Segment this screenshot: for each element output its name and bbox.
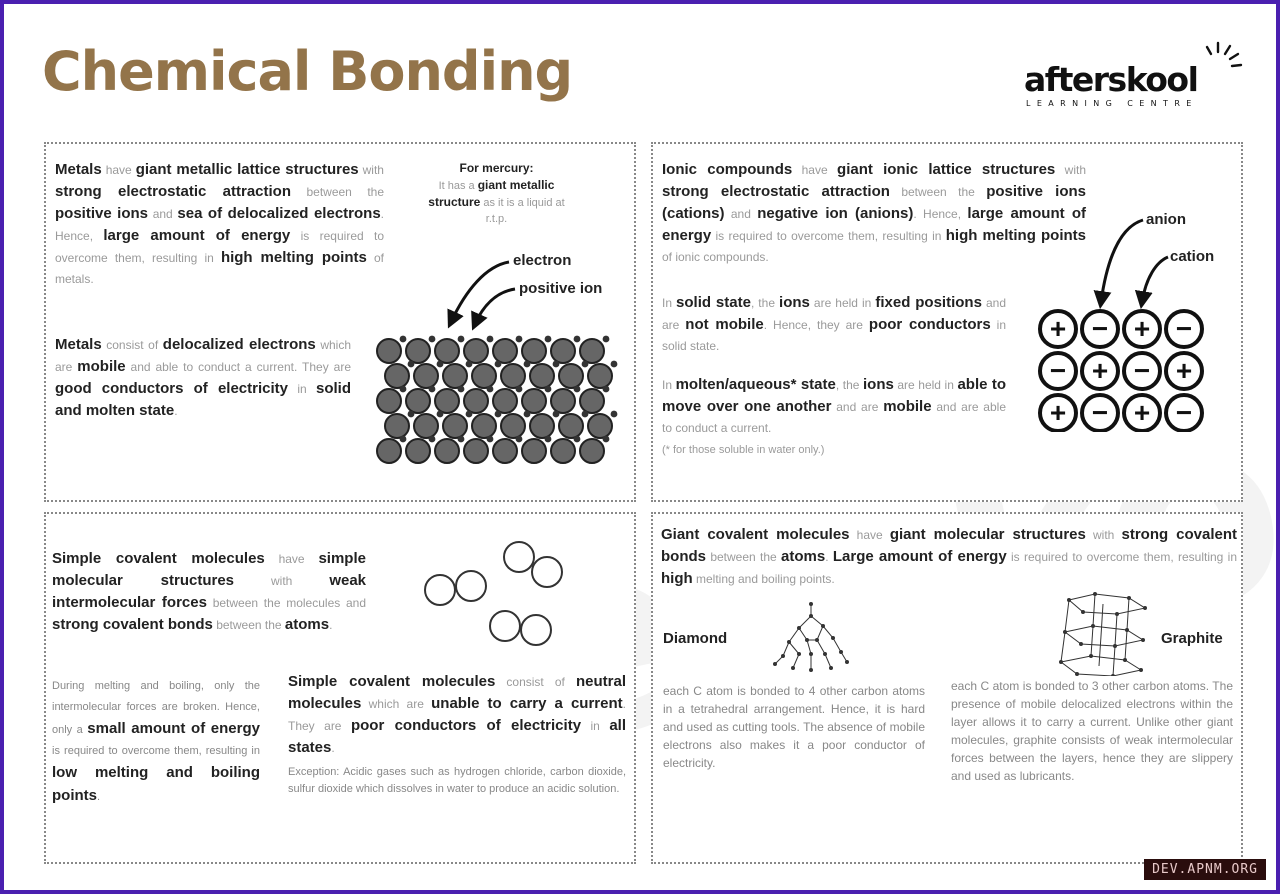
text-span: unable to carry a current [431, 695, 623, 712]
text-span: and are able to conduct a current. [662, 400, 1006, 435]
text-span: and [724, 207, 758, 221]
text-span: low melting and boiling points [52, 764, 260, 804]
electron [582, 361, 589, 368]
positive-ion [551, 439, 575, 463]
label-anion: anion [1146, 211, 1186, 228]
text-span: , the [835, 378, 863, 392]
text-span: poor conductors [868, 316, 991, 333]
ionic-lattice-diagram [1028, 202, 1233, 432]
text-span: have [792, 163, 838, 177]
text-span: In [662, 296, 677, 310]
simple-exception: Exception: Acidic gases such as hydrogen chloride, carbon dioxide, sulfur dioxide which dissolves in water to produce an acidic solution. [288, 766, 626, 795]
text-span: in [288, 382, 316, 396]
text-span: positive ions [55, 205, 149, 222]
text-span: and able to conduct a current. They are [125, 360, 351, 374]
giant-covalent-panel [651, 512, 1243, 864]
text-span: ions [779, 294, 810, 311]
text-span: strong covalent bonds [661, 526, 1237, 565]
text-span: . They are [288, 697, 626, 733]
electron [487, 436, 494, 443]
electron [516, 386, 523, 393]
metals-paragraph-conduction [55, 334, 351, 422]
positive-ion [493, 439, 517, 463]
text-span: . Hence, they are [763, 318, 869, 332]
electron [516, 436, 523, 443]
text-span: molten/aqueous* state [675, 376, 836, 393]
text-span: with [1085, 528, 1122, 542]
positive-ion [464, 439, 488, 463]
giant-paragraph-structure [661, 524, 1237, 590]
positive-ion [377, 339, 401, 363]
ionic-paragraph-solid [662, 292, 1006, 357]
text-span: high melting points [220, 249, 367, 266]
positive-ion [522, 439, 546, 463]
text-span: solid and molten state [55, 380, 351, 419]
text-span: sea of delocalized electrons [177, 205, 381, 222]
positive-ion [588, 364, 612, 388]
positive-ion [443, 364, 467, 388]
positive-ion [559, 414, 583, 438]
cation-sign: + [1091, 355, 1109, 386]
diamond-structure-diagram [771, 598, 851, 678]
text-span: , the [750, 296, 780, 310]
text-span: . [825, 550, 833, 564]
anion-sign: − [1133, 355, 1151, 386]
simple-paragraph-conduction [288, 671, 626, 759]
text-span: Simple covalent molecules [288, 673, 496, 690]
diamond-description: each C atom is bonded to 4 other carbon atoms in a tetrahedral arrangement. Hence, it is hard and used as cutting tools. The absence of mobile electrons also makes it a poor conductor of electricity. [663, 684, 925, 770]
text-span: positive ions (cations) [662, 183, 1087, 222]
atom [425, 575, 455, 605]
text-span: solid state [676, 294, 751, 311]
simple-molecules-diagram [416, 534, 576, 654]
text-span: . Hence, [913, 207, 968, 221]
graphite-label: Graphite [1161, 630, 1223, 647]
text-span: giant ionic lattice structures [837, 161, 1056, 178]
logo-subtitle: LEARNING CENTRE [1026, 99, 1198, 108]
atom [504, 542, 534, 572]
text-span: able to move over one another [662, 376, 1007, 415]
text-span: is required to overcome them, resulting in [1006, 550, 1237, 564]
text-span: poor conductors of electricity [350, 717, 582, 734]
positive-ion [530, 414, 554, 438]
mercury-note [424, 160, 569, 227]
positive-ion [530, 364, 554, 388]
label-cation: cation [1170, 248, 1215, 265]
graphite-description: each C atom is bonded to 3 other carbon atoms. The presence of mobile delocalized electrons within the layer allows it to carry a current. Unlike other giant molecules, graphite consists of weak intermolecular forces between the layers, hence they are slippery and used as lubricants. [951, 679, 1233, 783]
text-span: have [849, 528, 890, 542]
text-span: . [329, 618, 333, 632]
atom [456, 571, 486, 601]
electron [458, 386, 465, 393]
text-span: with [358, 163, 384, 177]
text-span: between the [291, 185, 384, 199]
arrow-positive-ion [475, 289, 515, 324]
text-span: Metals [55, 336, 102, 353]
text-span: of metals. [55, 251, 385, 286]
simple-covalent-panel [44, 512, 636, 864]
electron [524, 411, 531, 418]
text-span: high [661, 570, 693, 587]
text-span: mobile [883, 398, 932, 415]
text-span: Ionic compounds [662, 161, 793, 178]
text-span: simple molecular structures [52, 550, 366, 589]
cation-sign: + [1049, 313, 1067, 344]
logo-word: afterskool [1024, 60, 1198, 99]
cation-sign: + [1175, 355, 1193, 386]
cation-sign: + [1133, 397, 1151, 428]
text-span: giant metallic lattice structures [135, 161, 359, 178]
text-span: in [581, 719, 610, 733]
electron [429, 436, 436, 443]
atom [532, 557, 562, 587]
positive-ion [406, 439, 430, 463]
electron [400, 386, 407, 393]
text-span: are held in [893, 378, 958, 392]
text-span: high melting points [945, 227, 1086, 244]
text-span: Metals [55, 161, 102, 178]
arrow-anion [1101, 220, 1143, 302]
text-span: mobile [77, 358, 126, 375]
simple-paragraph-structure [52, 548, 366, 636]
text-span: have [264, 552, 319, 566]
electron [545, 386, 552, 393]
positive-ion [377, 389, 401, 413]
text-span: strong electrostatic attraction [662, 183, 890, 200]
ionic-paragraph-molten [662, 374, 1006, 461]
electron [400, 336, 407, 343]
positive-ion [406, 389, 430, 413]
diamond-label: Diamond [663, 630, 728, 647]
cation-sign: + [1133, 313, 1151, 344]
text-span: are held in [809, 296, 876, 310]
text-span: in solid state. [662, 318, 1006, 353]
text-span: between the [212, 618, 285, 632]
text-span: is required to overcome them, resulting in [711, 229, 946, 243]
electron [458, 436, 465, 443]
electron [574, 386, 581, 393]
cation-sign: + [1049, 397, 1067, 428]
graphite-structure-diagram [1055, 590, 1155, 676]
text-span: neutral molecules [288, 673, 626, 712]
text-span: between the [706, 550, 782, 564]
text-span: weak intermolecular forces [52, 572, 367, 611]
positive-ion [472, 414, 496, 438]
text-span: which are [361, 697, 432, 711]
positive-ion [464, 389, 488, 413]
text-span: of ionic compounds. [662, 250, 769, 264]
anion-sign: − [1175, 397, 1193, 428]
arrow-cation [1142, 257, 1168, 302]
electron [400, 436, 407, 443]
text-span: as it is a liquid at r.t.p. [480, 197, 565, 225]
electron [574, 436, 581, 443]
electron [429, 336, 436, 343]
electron [408, 411, 415, 418]
positive-ion [414, 414, 438, 438]
text-span: Giant covalent molecules [661, 526, 850, 543]
positive-ion [522, 389, 546, 413]
text-span: giant metallic structure [428, 178, 555, 209]
electron [408, 361, 415, 368]
text-span: not mobile [685, 316, 764, 333]
text-span: giant molecular structures [889, 526, 1086, 543]
mercury-note-title: For mercury: [459, 161, 534, 175]
electron [524, 361, 531, 368]
electron [603, 436, 610, 443]
positive-ion [501, 364, 525, 388]
text-span: strong covalent bonds [52, 616, 213, 633]
electron [603, 386, 610, 393]
text-span: atoms [781, 548, 826, 565]
text-span: Simple covalent molecules [52, 550, 265, 567]
text-span: During melting and boiling, only the intermolecular forces are broken. Hence, only a [52, 680, 260, 736]
positive-ion [551, 339, 575, 363]
text-span: large amount of energy [103, 227, 291, 244]
text-span: and are [831, 400, 884, 414]
electron [495, 411, 502, 418]
electron [487, 336, 494, 343]
text-span: is required to overcome them, resulting in [55, 229, 385, 265]
text-span: (* for those soluble in water only.) [662, 444, 825, 456]
label-positive-ion: positive ion [519, 280, 603, 297]
atom [521, 615, 551, 645]
electron [437, 411, 444, 418]
positive-ion [559, 364, 583, 388]
electron [429, 386, 436, 393]
text-span: consist of [101, 338, 163, 352]
positive-ion [406, 339, 430, 363]
text-span: In [662, 378, 676, 392]
metallic-lattice-diagram [371, 244, 633, 479]
text-span: fixed positions [875, 294, 982, 311]
atom [490, 611, 520, 641]
electron [466, 361, 473, 368]
text-span: and are [662, 296, 1006, 332]
ionic-paragraph-structure [662, 159, 1086, 268]
text-span: Large amount of energy [832, 548, 1007, 565]
electron [574, 336, 581, 343]
text-span: consist of [495, 675, 576, 689]
electron [466, 411, 473, 418]
positive-ion [493, 389, 517, 413]
positive-ion [580, 389, 604, 413]
positive-ion [551, 389, 575, 413]
electron [553, 361, 560, 368]
text-span: between the molecules and [206, 596, 367, 610]
electron [516, 336, 523, 343]
anion-sign: − [1175, 313, 1193, 344]
positive-ion [493, 339, 517, 363]
positive-ion [385, 414, 409, 438]
text-span: . [97, 791, 101, 803]
electron [495, 361, 502, 368]
electron [545, 336, 552, 343]
text-span: is required to overcome them, resulting in [52, 745, 260, 757]
sun-icon [1194, 38, 1244, 88]
text-span: . [331, 741, 335, 755]
page-title: Chemical Bonding [42, 40, 573, 103]
positive-ion [501, 414, 525, 438]
electron [437, 361, 444, 368]
text-span: have [101, 163, 136, 177]
positive-ion [435, 389, 459, 413]
ionic-panel [651, 142, 1243, 502]
text-span: . Hence, [55, 207, 384, 243]
text-span: between the [889, 185, 987, 199]
text-span: atoms [284, 616, 330, 633]
positive-ion [472, 364, 496, 388]
text-span: large amount of energy [662, 205, 1086, 244]
positive-ion [435, 439, 459, 463]
metals-panel [44, 142, 636, 502]
lattice-ions [377, 339, 612, 463]
positive-ion [580, 339, 604, 363]
text-span: all states [288, 717, 626, 756]
text-span: with [234, 574, 330, 588]
electron [545, 436, 552, 443]
electron [603, 336, 610, 343]
text-span: ions [862, 376, 894, 393]
metals-paragraph-structure [55, 159, 384, 290]
logo [1020, 38, 1245, 118]
text-span: negative ion (anions) [757, 205, 914, 222]
label-electron: electron [513, 252, 572, 269]
positive-ion [377, 439, 401, 463]
electron [553, 411, 560, 418]
positive-ion [588, 414, 612, 438]
text-span: small amount of energy [87, 720, 260, 737]
text-span: delocalized electrons [162, 336, 316, 353]
simple-paragraph-melting [52, 676, 260, 808]
positive-ion [580, 439, 604, 463]
positive-ion [414, 364, 438, 388]
electron [487, 386, 494, 393]
positive-ion [443, 414, 467, 438]
positive-ion [464, 339, 488, 363]
ionic-grid [1040, 311, 1202, 431]
electron [582, 411, 589, 418]
electron [458, 336, 465, 343]
text-span: It has a [438, 180, 478, 192]
text-span: which are [55, 338, 352, 374]
electron [611, 361, 618, 368]
site-badge: DEV.APNM.ORG [1144, 859, 1266, 880]
anion-sign: − [1091, 313, 1109, 344]
text-span: with [1055, 163, 1086, 177]
positive-ion [385, 364, 409, 388]
text-span: . [174, 404, 178, 418]
text-span: melting and boiling points. [692, 572, 835, 586]
text-span: strong electrostatic attraction [55, 183, 291, 200]
anion-sign: − [1049, 355, 1067, 386]
positive-ion [522, 339, 546, 363]
text-span: good conductors of electricity [55, 380, 288, 397]
text-span: and [148, 207, 178, 221]
anion-sign: − [1091, 397, 1109, 428]
electron [611, 411, 618, 418]
positive-ion [435, 339, 459, 363]
